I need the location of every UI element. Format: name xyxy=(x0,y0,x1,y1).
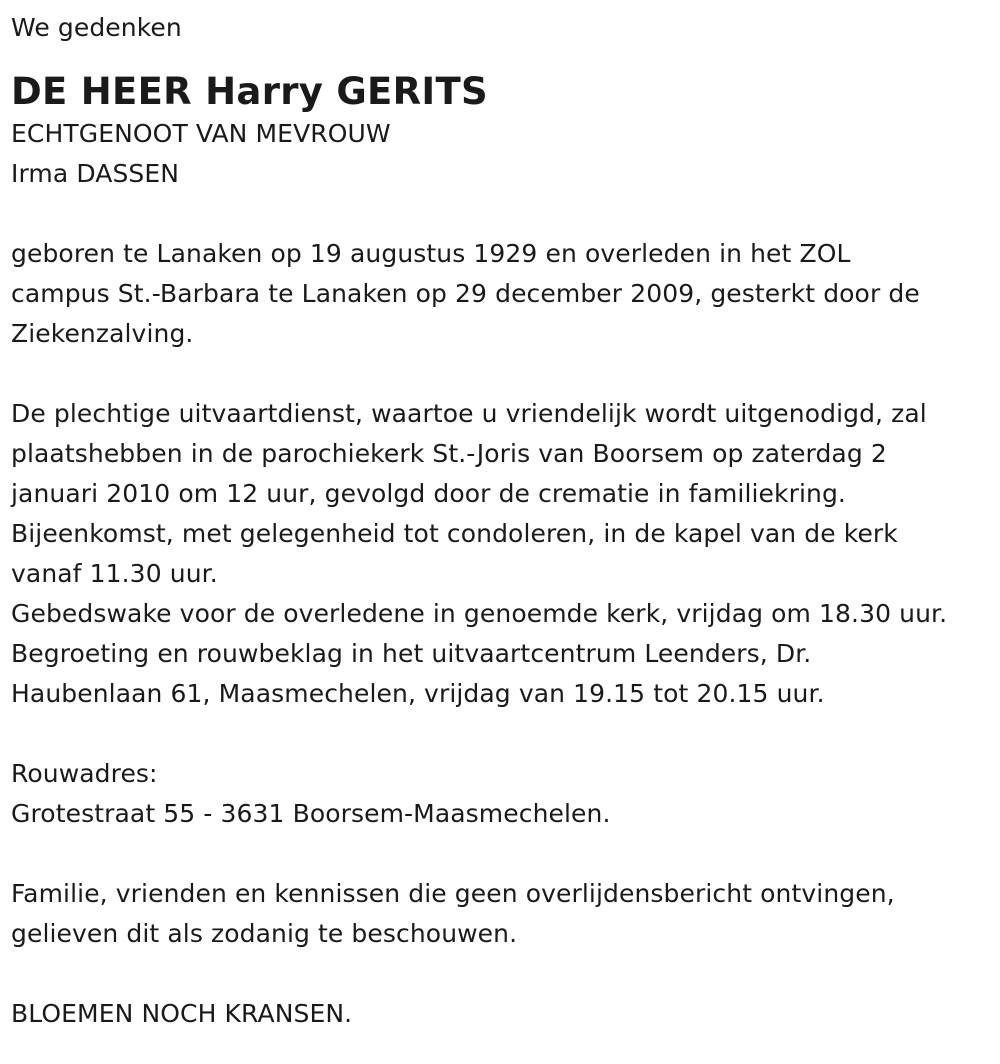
paragraph-line: Familie, vrienden en kennissen die geen overlijdensbericht ontvingen, xyxy=(11,879,895,908)
spouse-title: ECHTGENOOT VAN MEVROUW xyxy=(11,119,391,148)
obituary-notice xyxy=(11,8,996,1034)
spouse-block xyxy=(11,114,996,194)
spacer xyxy=(11,954,996,994)
address-label: Rouwadres: xyxy=(11,759,158,788)
paragraph-line: januari 2010 om 12 uur, gevolgd door de crematie in familiekring. xyxy=(11,479,846,508)
paragraph-line: geboren te Lanaken op 19 augustus 1929 en overleden in het ZOL xyxy=(11,239,851,268)
spacer xyxy=(11,714,996,754)
flowers-note xyxy=(11,994,996,1034)
paragraph-line: Ziekenzalving. xyxy=(11,319,194,348)
birth-death-paragraph xyxy=(11,234,996,354)
paragraph-line: Gebedswake voor de overledene in genoemde kerk, vrijdag om 18.30 uur. xyxy=(11,599,948,628)
paragraph-line: gelieven dit als zodanig te beschouwen. xyxy=(11,919,518,948)
spouse-name: Irma DASSEN xyxy=(11,159,180,188)
paragraph-line: campus St.-Barbara te Lanaken op 29 december 2009, gesterkt door de xyxy=(11,279,920,308)
paragraph-line: plaatshebben in de parochiekerk St.-Joris van Boorsem op zaterdag 2 xyxy=(11,439,887,468)
address-value: Grotestraat 55 - 3631 Boorsem-Maasmechelen. xyxy=(11,799,611,828)
family-note-paragraph xyxy=(11,874,996,954)
spacer xyxy=(11,354,996,394)
flowers-text: BLOEMEN NOCH KRANSEN. xyxy=(11,999,353,1028)
spacer xyxy=(11,834,996,874)
intro-text: We gedenken xyxy=(11,13,182,42)
paragraph-line: De plechtige uitvaartdienst, waartoe u vriendelijk wordt uitgenodigd, zal xyxy=(11,399,927,428)
deceased-name: DE HEER Harry GERITS xyxy=(11,70,488,113)
paragraph-line: vanaf 11.30 uur. xyxy=(11,559,218,588)
paragraph-line: Haubenlaan 61, Maasmechelen, vrijdag van 19.15 tot 20.15 uur. xyxy=(11,679,825,708)
paragraph-line: Begroeting en rouwbeklag in het uitvaartcentrum Leenders, Dr. xyxy=(11,639,812,668)
ceremony-paragraph xyxy=(11,394,996,714)
address-block xyxy=(11,754,996,834)
spacer xyxy=(11,194,996,234)
paragraph-line: Bijeenkomst, met gelegenheid tot condoleren, in de kapel van de kerk xyxy=(11,519,898,548)
